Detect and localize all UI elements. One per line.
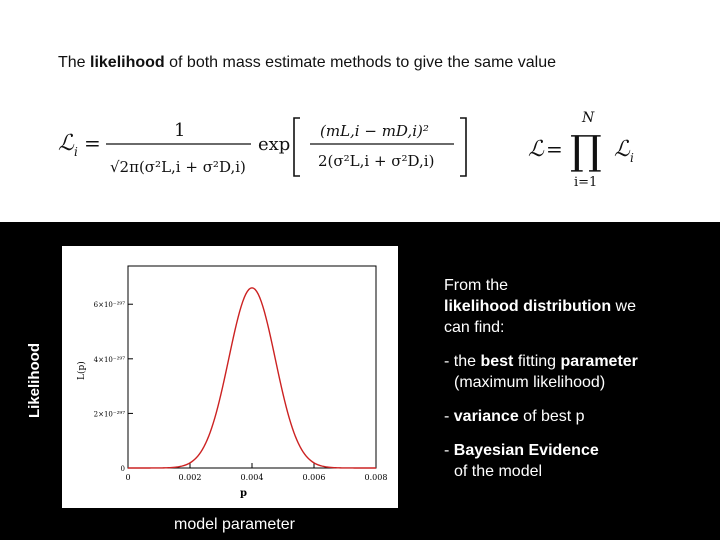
equations-section <box>0 0 720 222</box>
eq1-numerator: 1 <box>174 120 186 141</box>
bullet-2-bold: variance <box>453 408 519 425</box>
explanation-panel <box>444 275 714 482</box>
headline-text-pre: The <box>58 54 91 71</box>
x-tick-label: 0.008 <box>364 473 388 482</box>
likelihood-chart-svg <box>62 246 398 508</box>
plot-xlabel: p <box>240 488 247 499</box>
eq2-equals: = <box>546 137 563 161</box>
likelihood-formula <box>56 110 496 190</box>
bullet-2-post: of best p <box>518 408 585 425</box>
eq1-denominator: √2π(σ²L,i + σ²D,i) <box>110 158 246 176</box>
bullet-1-pre: - the <box>444 353 481 370</box>
panel-line-1: From the <box>444 277 509 294</box>
bullet-2-pre: - <box>444 408 454 425</box>
bullet-1-subline: (maximum likelihood) <box>454 374 606 391</box>
y-tick-label: 6×10⁻²⁹⁷ <box>93 301 125 310</box>
y-tick-label: 0 <box>120 465 125 473</box>
eq1-lhs: ℒ <box>58 131 74 156</box>
bullet-3-pre: - <box>444 442 454 459</box>
bullet-3-subline: of the model <box>454 463 543 480</box>
bullet-best-parameter <box>444 351 714 372</box>
bullet-variance <box>444 406 714 427</box>
likelihood-axis-caption: Likelihood <box>26 343 43 418</box>
eq1-equals: = <box>84 131 101 155</box>
likelihood-curve <box>128 288 376 468</box>
bullet-3-bold: Bayesian Evidence <box>453 442 599 459</box>
slide-headline <box>58 54 556 72</box>
eq2-term: ℒ <box>614 137 630 162</box>
panel-line-2-tail: we <box>611 298 637 315</box>
y-tick-label: 4×10⁻²⁹⁷ <box>93 355 125 364</box>
total-likelihood-formula <box>526 104 656 194</box>
x-tick-label: 0 <box>125 473 131 482</box>
eq1-exp: exp <box>258 134 291 155</box>
eq1-right-bracket <box>460 118 466 176</box>
eq1-exp-numerator: (mL,i − mD,i)² <box>320 122 429 140</box>
panel-bold-phrase: likelihood distribution <box>444 298 612 315</box>
eq2-lhs: ℒ <box>528 137 544 162</box>
headline-text-post: of both mass estimate methods to give the same value <box>164 54 556 71</box>
x-tick-label: 0.004 <box>240 473 264 482</box>
plot-ylabel: L(p) <box>77 361 87 380</box>
x-tick-label: 0.006 <box>302 473 326 482</box>
x-tick-label: 0.002 <box>178 473 202 482</box>
panel-line-3: can find: <box>444 319 505 336</box>
y-tick-label: 2×10⁻²⁹⁷ <box>93 410 125 419</box>
likelihood-plot <box>62 246 398 508</box>
eq1-exp-denominator: 2(σ²L,i + σ²D,i) <box>318 152 435 170</box>
eq2-term-sub: i <box>630 151 634 165</box>
bullet-bayesian-evidence <box>444 440 714 461</box>
headline-bold-word: likelihood <box>90 54 165 71</box>
bullet-1-bold-best: best <box>480 353 514 370</box>
eq2-upper: N <box>582 110 595 126</box>
eq2-product: ∏ <box>570 128 602 174</box>
plot-frame <box>128 266 376 468</box>
eq1-lhs-sub: i <box>74 145 78 159</box>
bullet-1-bold-parameter: parameter <box>560 353 638 370</box>
eq2-lower: i=1 <box>574 175 598 190</box>
panel-line-2 <box>444 296 714 317</box>
model-parameter-caption: model parameter <box>174 516 295 533</box>
bullet-1-mid: fitting <box>513 353 561 370</box>
eq1-left-bracket <box>294 118 300 176</box>
